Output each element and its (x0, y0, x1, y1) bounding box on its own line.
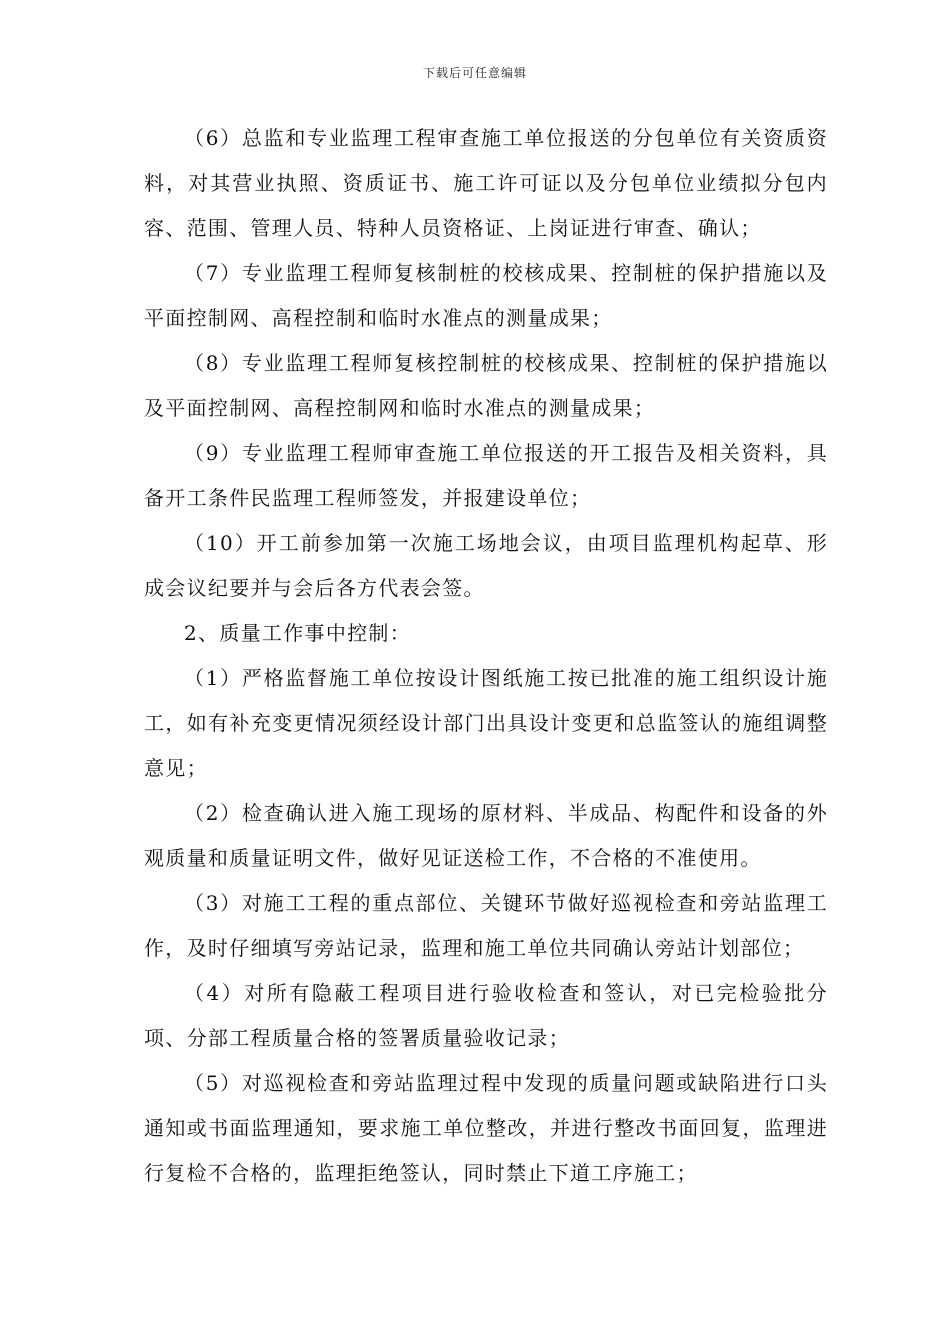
paragraph-control-3: （3）对施工工程的重点部位、关键环节做好巡视检查和旁站监理工作，及时仔细填写旁站记录，监理和施工单位共同确认旁站计划部位； (144, 891, 828, 960)
paragraph-control-5: （5）对巡视检查和旁站监理过程中发现的质量问题或缺陷进行口头通知或书面监理通知，要求施工单位整改，并进行整改书面回复，监理进行复检不合格的，监理拒绝签认，同时禁止下道工序施工； (144, 1071, 828, 1185)
paragraph-control-4: （4）对所有隐蔽工程项目进行验收检查和签认，对已完检验批分项、分部工程质量合格的签署质量验收记录； (144, 981, 828, 1050)
paragraph-item-7: （7）专业监理工程师复核制桩的校核成果、控制桩的保护措施以及平面控制网、高程控制和临时水准点的测量成果； (144, 261, 828, 330)
paragraph-item-6: （6）总监和专业监理工程审查施工单位报送的分包单位有关资质资料，对其营业执照、资质证书、施工许可证以及分包单位业绩拟分包内容、范围、管理人员、特种人员资格证、上岗证进行审查、确认； (144, 126, 828, 240)
paragraph-control-1: （1）严格监督施工单位按设计图纸施工按已批准的施工组织设计施工，如有补充变更情况须经设计部门出具设计变更和总监签认的施组调整意见； (144, 666, 828, 780)
document-body (144, 116, 828, 1196)
page-header: 下载后可任意编辑 (422, 66, 527, 80)
paragraph-item-8: （8）专业监理工程师复核控制桩的校核成果、控制桩的保护措施以及平面控制网、高程控制网和临时水准点的测量成果； (144, 351, 828, 420)
paragraph-control-2: （2）检查确认进入施工现场的原材料、半成品、构配件和设备的外观质量和质量证明文件，做好见证送检工作，不合格的不准使用。 (144, 801, 828, 870)
section-heading-quality-control: 2、质量工作事中控制： (184, 621, 412, 645)
paragraph-item-10: （10）开工前参加第一次施工场地会议，由项目监理机构起草、形成会议纪要并与会后各方代表会签。 (144, 531, 828, 600)
paragraph-item-9: （9）专业监理工程师审查施工单位报送的开工报告及相关资料，具备开工条件民监理工程师签发，并报建设单位； (144, 441, 828, 510)
